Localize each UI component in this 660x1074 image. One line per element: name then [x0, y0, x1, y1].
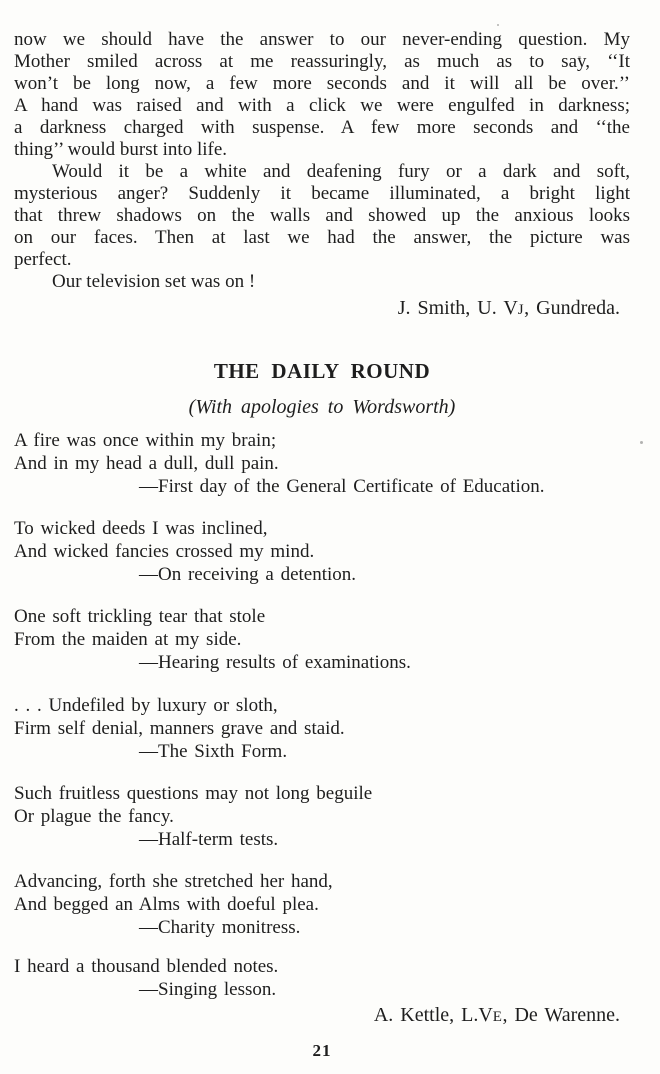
- verse-line: To wicked deeds I was inclined,: [14, 518, 268, 539]
- stanza-caption: —On receiving a detention.: [139, 564, 357, 585]
- verse-line: Such fruitless questions may not long beguile: [14, 783, 373, 804]
- stanza-caption: —Hearing results of examinations.: [139, 652, 411, 673]
- prose-closing-line: [14, 271, 630, 293]
- attribution-text: A. Kettle, L.V: [373, 1004, 493, 1026]
- prose-line: Our television set was on !: [52, 271, 256, 292]
- prose-line: perfect.: [14, 249, 72, 270]
- prose-line: on our faces. Then at last we had the answer, the picture was: [14, 227, 630, 248]
- prose-line: won’t be long now, a few more seconds and it will all be over.’’: [14, 73, 630, 94]
- prose-line: Mother smiled across at me reassuringly, as much as to say, ‘‘It: [14, 51, 630, 72]
- stanza-caption: —The Sixth Form.: [139, 741, 288, 762]
- prose-paragraph-1: [14, 29, 630, 161]
- stanza-1: [14, 429, 630, 498]
- prose-line: Would it be a white and deafening fury or a dark and soft,: [52, 161, 630, 182]
- verse-line: Advancing, forth she stretched her hand,: [14, 871, 333, 892]
- verse-line: I heard a thousand blended notes.: [14, 956, 279, 977]
- prose-paragraph-2: [14, 161, 630, 271]
- poem-attribution: [14, 1003, 620, 1029]
- prose-line: mysterious anger? Suddenly it became illuminated, a bright light: [14, 183, 630, 204]
- stanza-7: [14, 955, 630, 1001]
- stanza-4: [14, 694, 630, 763]
- stanza-6: [14, 870, 630, 939]
- verse-line: And in my head a dull, dull pain.: [14, 453, 279, 474]
- verse-line: A fire was once within my brain;: [14, 430, 277, 451]
- prose-line: a darkness charged with suspense. A few more seconds and ‘‘the: [14, 117, 630, 138]
- prose-attribution: [14, 296, 620, 322]
- attribution-smallcap: J: [517, 302, 525, 318]
- stanza-caption: —Half-term tests.: [139, 829, 279, 850]
- verse-line: From the maiden at my side.: [14, 629, 242, 650]
- prose-line: now we should have the answer to our never-ending question. My: [14, 29, 630, 50]
- verse-line: One soft trickling tear that stole: [14, 606, 266, 627]
- poem-title: THE DAILY ROUND: [213, 359, 431, 383]
- scan-speck: [640, 441, 643, 444]
- verse-line: And wicked fancies crossed my mind.: [14, 541, 315, 562]
- stanza-caption: —First day of the General Certificate of Education.: [139, 476, 545, 497]
- verse-line: Or plague the fancy.: [14, 806, 174, 827]
- stanza-2: [14, 517, 630, 586]
- stanza-caption: —Charity monitress.: [139, 917, 301, 938]
- attribution-text: , De Warenne.: [502, 1004, 620, 1026]
- text-column: [14, 0, 630, 1061]
- page-number: 21: [312, 1041, 332, 1060]
- poem-subtitle: (With apologies to Wordsworth): [188, 396, 456, 418]
- prose-line: that threw shadows on the walls and showed up the anxious looks: [14, 205, 630, 226]
- attribution-text: J. Smith, U. V: [397, 297, 518, 319]
- attribution-smallcap: E: [492, 1009, 503, 1025]
- stanza-5: [14, 782, 630, 851]
- verse-line: And begged an Alms with doeful plea.: [14, 894, 319, 915]
- verse-line: . . . Undefiled by luxury or sloth,: [14, 695, 278, 716]
- stanza-caption: —Singing lesson.: [139, 979, 277, 1000]
- stanza-3: [14, 605, 630, 674]
- prose-line: A hand was raised and with a click we were engulfed in darkness;: [14, 95, 630, 116]
- attribution-text: , Gundreda.: [524, 297, 620, 319]
- prose-line: thing’’ would burst into life.: [14, 139, 228, 160]
- verse-line: Firm self denial, manners grave and staid.: [14, 718, 345, 739]
